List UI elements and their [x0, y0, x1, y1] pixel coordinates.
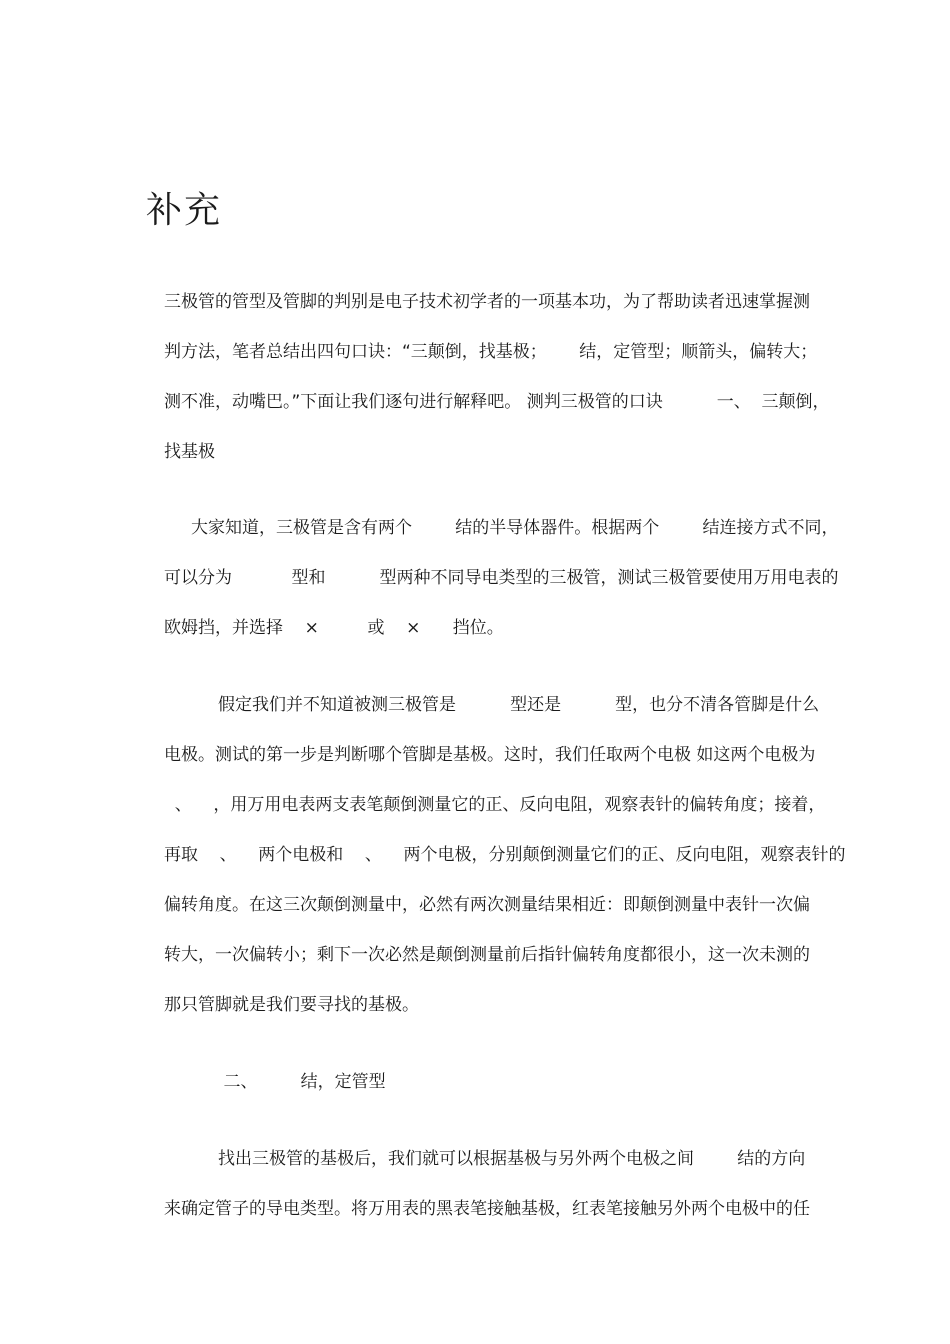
paragraph-2-line: 可以分为 型和 型两种不同导电类型的三极管，测试三极管要使用万用电表的	[164, 568, 839, 588]
paragraph-3-line: 偏转角度。在这三次颠倒测量中，必然有两次测量结果相近：即颠倒测量中表针一次偏	[164, 895, 810, 915]
paragraph-3-line: 电极。测试的第一步是判断哪个管脚是基极。这时，我们任取两个电极 如这两个电极为	[164, 745, 816, 765]
paragraph-3-line: 、 ，用万用电表两支表笔颠倒测量它的正、反向电阻，观察表针的偏转角度；接着，	[164, 795, 826, 815]
paragraph-2-line: 欧姆挡，并选择 × 或 × 挡位。	[164, 618, 504, 638]
paragraph-4-line: 找出三极管的基极后，我们就可以根据基极与另外两个电极之间 结的方向	[164, 1149, 806, 1169]
paragraph-3-line: 假定我们并不知道被测三极管是 型还是 型，也分不清各管脚是什么	[164, 695, 820, 715]
paragraph-1-line: 测不准，动嘴巴。”下面让我们逐句进行解释吧。 测判三极管的口诀 一、 三颠倒，	[164, 392, 830, 412]
paragraph-1-line: 三极管的管型及管脚的判别是电子技术初学者的一项基本功，为了帮助读者迅速掌握测	[164, 292, 810, 312]
paragraph-3-line: 再取 、 两个电极和 、 两个电极，分别颠倒测量它们的正、反向电阻，观察表针的	[164, 845, 846, 865]
paragraph-1-line: 找基极	[164, 442, 215, 462]
paragraph-2-line: 大家知道，三极管是含有两个 结的半导体器件。根据两个 结连接方式不同，	[164, 518, 839, 538]
page-title: 补充	[146, 190, 223, 231]
paragraph-3-line: 那只管脚就是我们要寻找的基极。	[164, 995, 419, 1015]
paragraph-4-line: 来确定管子的导电类型。将万用表的黑表笔接触基极，红表笔接触另外两个电极中的任	[164, 1199, 810, 1219]
paragraph-1-line: 判方法，笔者总结出四句口诀：“三颠倒，找基极； 结，定管型；顺箭头，偏转大；	[164, 342, 818, 362]
paragraph-3-line: 转大，一次偏转小；剩下一次必然是颠倒测量前后指针偏转角度都很小，这一次未测的	[164, 945, 810, 965]
section-heading: 二、 结，定管型	[164, 1072, 386, 1092]
